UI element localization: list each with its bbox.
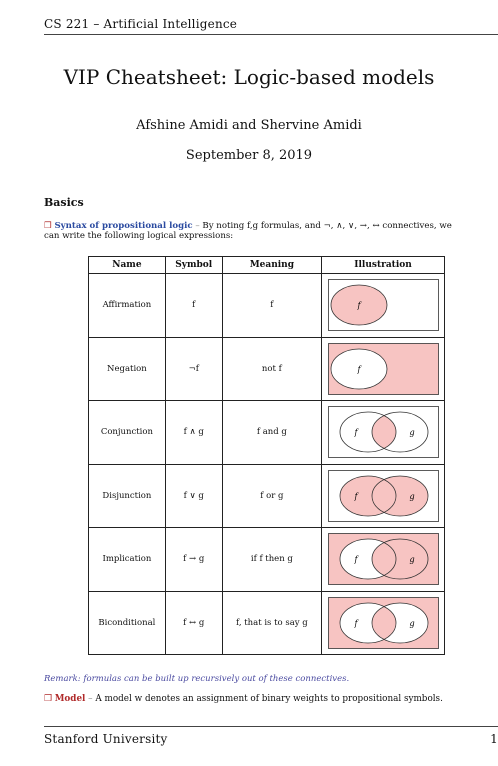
model-keyword: Model xyxy=(54,694,86,704)
row-name: Biconditional xyxy=(89,591,166,655)
remark: Remark: formulas can be built up recursively out of these connectives. xyxy=(44,674,350,684)
row-illustration xyxy=(322,337,445,401)
row-illustration xyxy=(322,401,445,465)
table-row xyxy=(89,337,445,401)
row-illustration xyxy=(322,591,445,655)
row-illustration xyxy=(322,528,445,592)
set-g-label: g xyxy=(408,555,415,565)
venn-diagram xyxy=(328,470,439,522)
syntax-keyword: Syntax of propositional logic xyxy=(54,221,193,231)
document-title: VIP Cheatsheet: Logic-based models xyxy=(63,65,435,89)
syntax-separator: – xyxy=(192,221,203,231)
table-row xyxy=(89,591,445,655)
course-title: CS 221 – Artificial Intelligence xyxy=(44,17,238,31)
row-symbol: f ∧ g xyxy=(165,401,222,465)
row-name: Affirmation xyxy=(89,274,166,338)
connectives-table xyxy=(88,256,445,655)
table-row xyxy=(89,274,445,338)
page-footer xyxy=(44,726,498,746)
column-header-name: Name xyxy=(89,257,166,274)
checkbox-icon: ❒ xyxy=(44,694,52,704)
checkbox-icon: ❒ xyxy=(44,221,52,231)
row-meaning: f xyxy=(222,274,321,338)
date: September 8, 2019 xyxy=(185,148,313,163)
venn-diagram xyxy=(328,533,439,585)
model-paragraph xyxy=(44,694,443,704)
row-meaning: f or g xyxy=(222,464,321,528)
model-text: A model w denotes an assignment of binary weights to propositional symbols. xyxy=(95,694,443,704)
column-header-illustration: Illustration xyxy=(322,257,445,274)
set-g-label: g xyxy=(408,618,415,628)
row-meaning: if f then g xyxy=(222,528,321,592)
university-name: Stanford University xyxy=(44,732,168,746)
table-header-row xyxy=(89,257,445,274)
set-g-label: g xyxy=(408,491,415,501)
venn-diagram xyxy=(328,279,439,331)
row-symbol: f ↔ g xyxy=(165,591,222,655)
row-meaning: not f xyxy=(222,337,321,401)
venn-diagram xyxy=(328,343,439,395)
set-f-label: f xyxy=(354,491,358,501)
column-header-symbol: Symbol xyxy=(165,257,222,274)
row-illustration xyxy=(322,464,445,528)
page-number: 1 xyxy=(490,732,498,746)
set-f-label: f xyxy=(354,428,358,438)
set-f-label: f xyxy=(357,364,361,374)
row-name: Negation xyxy=(89,337,166,401)
set-f-label: f xyxy=(357,301,361,311)
authors: Afshine Amidi and Shervine Amidi xyxy=(136,118,362,133)
page-header xyxy=(44,17,498,35)
set-f-label: f xyxy=(354,555,358,565)
venn-diagram xyxy=(328,406,439,458)
syntax-text: By noting f,g formulas, and ¬, ∧, ∨, →, ↔ connectives, we can write the following logical expressions: xyxy=(44,221,452,241)
row-illustration xyxy=(322,274,445,338)
row-name: Conjunction xyxy=(89,401,166,465)
set-g-label: g xyxy=(408,428,415,438)
row-name: Implication xyxy=(89,528,166,592)
row-name: Disjunction xyxy=(89,464,166,528)
venn-diagram xyxy=(328,597,439,649)
row-meaning: f and g xyxy=(222,401,321,465)
table-row xyxy=(89,464,445,528)
table-row xyxy=(89,528,445,592)
row-meaning: f, that is to say g xyxy=(222,591,321,655)
syntax-paragraph xyxy=(44,221,464,241)
section-heading: Basics xyxy=(44,196,84,209)
row-symbol: f → g xyxy=(165,528,222,592)
model-separator: – xyxy=(85,694,96,704)
row-symbol: f xyxy=(165,274,222,338)
column-header-meaning: Meaning xyxy=(222,257,321,274)
row-symbol: f ∨ g xyxy=(165,464,222,528)
set-f-label: f xyxy=(354,618,358,628)
table-row xyxy=(89,401,445,465)
row-symbol: ¬f xyxy=(165,337,222,401)
